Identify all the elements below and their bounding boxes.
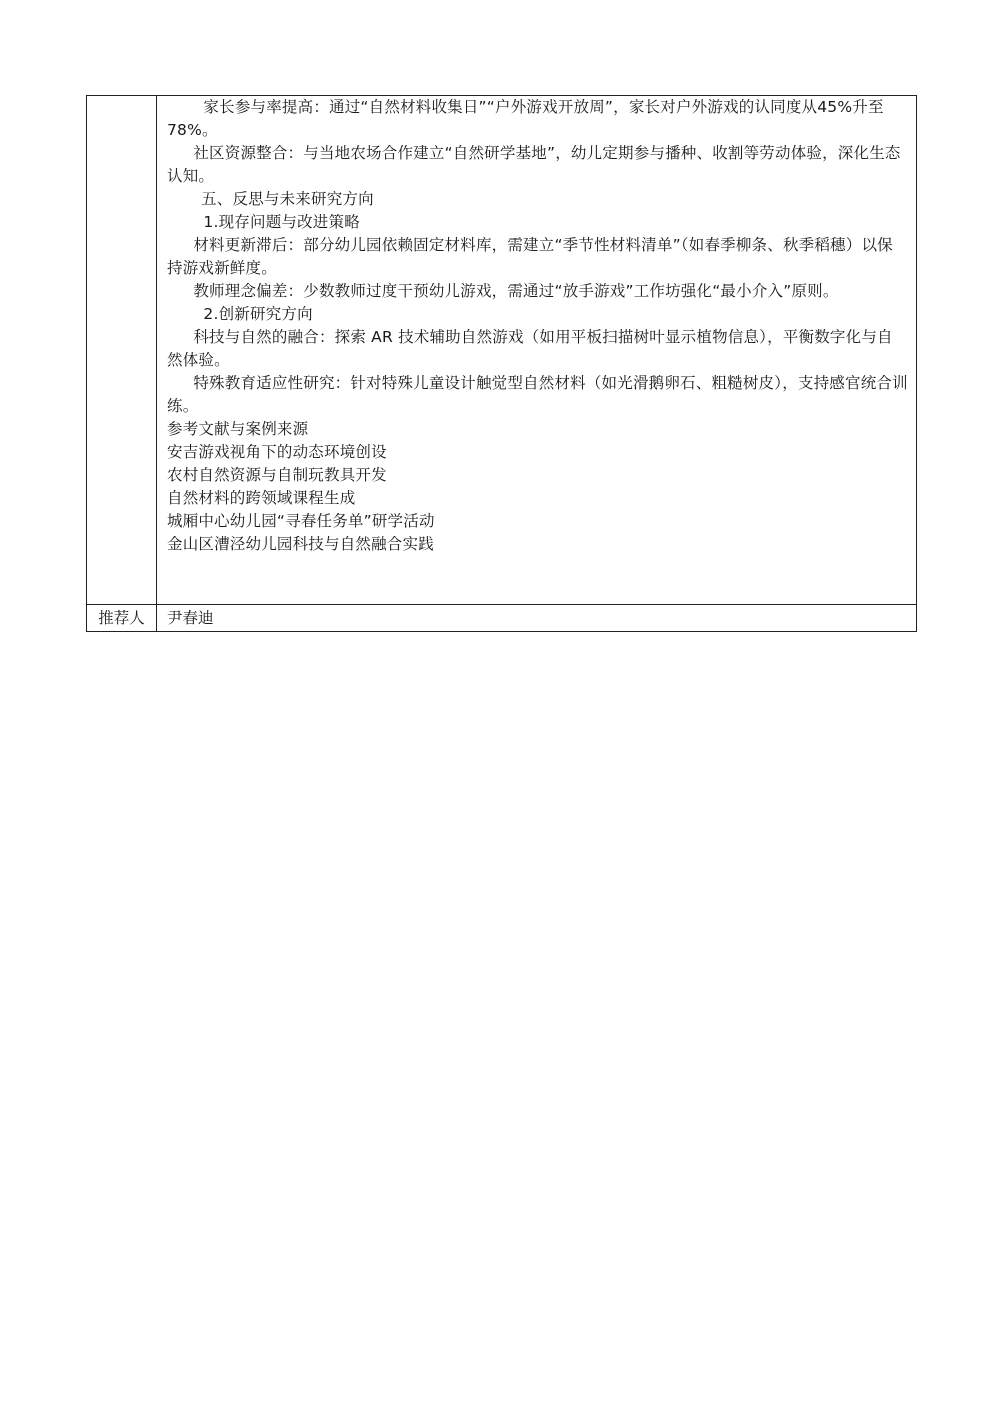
section-heading-reflection: 五、反思与未来研究方向 xyxy=(201,190,374,208)
reference-item: 农村自然资源与自制玩教具开发 xyxy=(167,466,387,484)
paragraph-material-update: 材料更新滞后：部分幼儿园依赖固定材料库，需建立“季节性材料清单”（如春季柳条、秋季稻穗）以保持游戏新鲜度。 xyxy=(167,236,893,277)
empty-label-cell xyxy=(87,96,157,605)
references-heading: 参考文献与案例来源 xyxy=(167,420,309,438)
recommender-row xyxy=(87,605,917,632)
content-body xyxy=(167,96,908,556)
paragraph-community-resources: 社区资源整合：与当地农场合作建立“自然研学基地”，幼儿定期参与播种、收割等劳动体验，深化生态认知。 xyxy=(167,144,901,185)
paragraph-teacher-concept: 教师理念偏差：少数教师过度干预幼儿游戏，需通过“放手游戏”工作坊强化“最小介入”原则。 xyxy=(193,282,839,300)
content-row xyxy=(87,96,917,605)
reference-item: 安吉游戏视角下的动态环境创设 xyxy=(167,443,387,461)
reference-item: 城厢中心幼儿园“寻春任务单”研学活动 xyxy=(167,512,435,530)
reference-item: 金山区漕泾幼儿园科技与自然融合实践 xyxy=(167,535,434,553)
paragraph-parent-participation: 家长参与率提高：通过“自然材料收集日”“户外游戏开放周”，家长对户外游戏的认同度从45%升至 78%。 xyxy=(167,98,884,139)
reference-item: 自然材料的跨领域课程生成 xyxy=(167,489,356,507)
document-table xyxy=(86,95,917,632)
paragraph-tech-nature: 科技与自然的融合：探索 AR 技术辅助自然游戏（如用平板扫描树叶显示植物信息），平衡数字化与自然体验。 xyxy=(167,328,893,369)
subheading-innovation: 2.创新研究方向 xyxy=(203,305,313,323)
recommender-value: 尹春迪 xyxy=(157,605,917,632)
subheading-current-issues: 1.现存问题与改进策略 xyxy=(203,213,360,231)
recommender-label: 推荐人 xyxy=(87,605,157,632)
paragraph-special-education: 特殊教育适应性研究：针对特殊儿童设计触觉型自然材料（如光滑鹅卵石、粗糙树皮），支持感官统合训练。 xyxy=(167,374,908,415)
content-cell xyxy=(157,96,917,605)
